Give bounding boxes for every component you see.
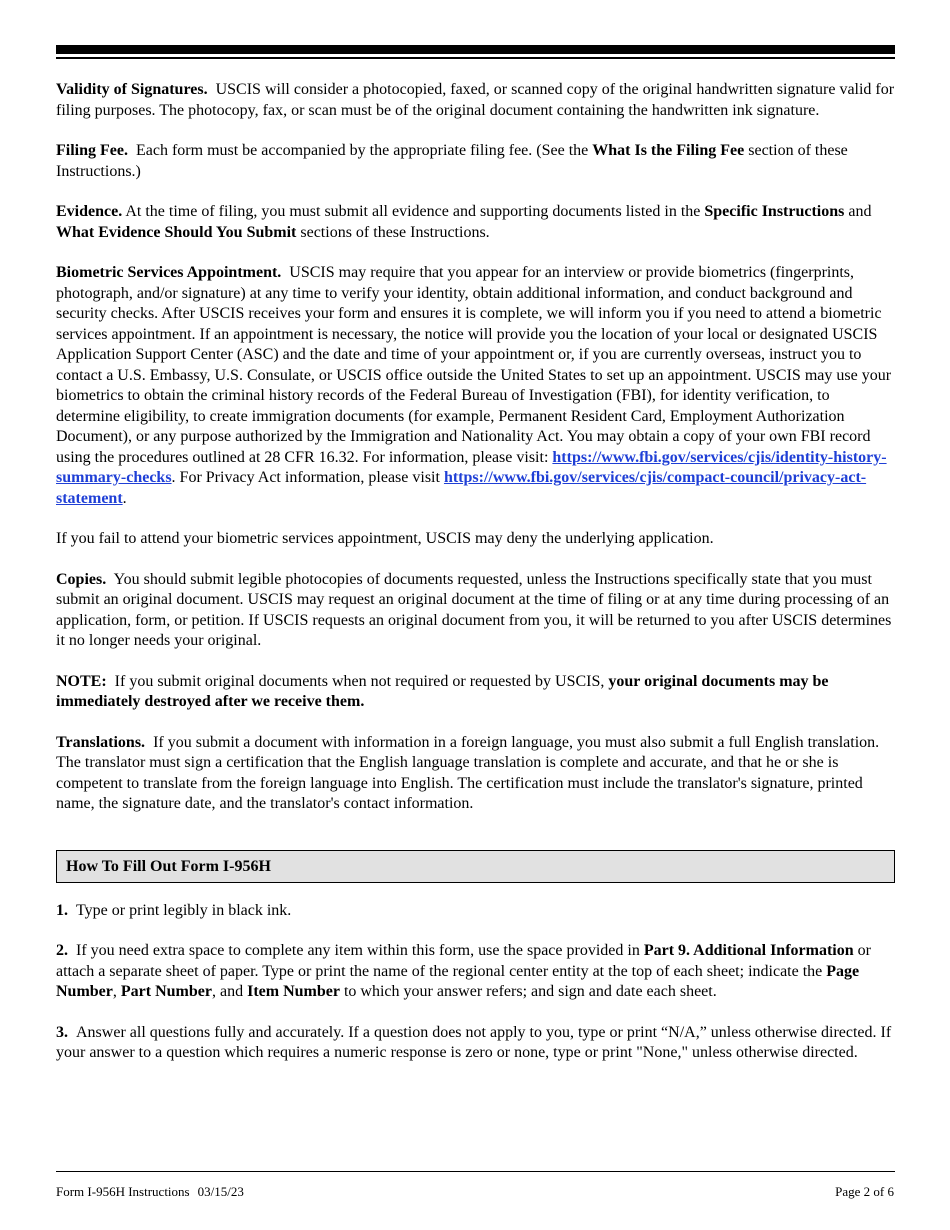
fail-text: If you fail to attend your biometric services appointment, USCIS may deny the underlying application.	[56, 530, 714, 547]
item-2-bold-2: Page Number	[56, 962, 860, 1000]
note-bold: your original documents may be immediately destroyed after we receive them.	[56, 672, 829, 710]
biometrics-text-1: USCIS may require that you appear for an interview or provide biometrics (fingerprints, photograph, and/or signature) at any time to verify your identity, obtain additional information, and conduct background and security checks. After USCIS receives your form and ensures it is complete, we will inform you if you need to attend a biometric services appointment. If an appointment is necessary, the notice will provide you the location of your local or designated USCIS Application Support Center (ASC) and the date and time of your appointment or, if you are currently overseas, instruct you to contact a U.S. Embassy, U.S. Consulate, or USCIS office outside the United States to set up an appointment. USCIS may use your biometrics to obtain the criminal history records of the Federal Bureau of Investigation (FBI), for identity verification, to determine eligibility, to create immigration documents (for example, Permanent Resident Card, Employment Authorization Document), or any purpose authorized by the Immigration and Nationality Act. You may obtain a copy of your own FBI record using the procedures outlined at 28 CFR 16.32. For information, please visit:	[56, 264, 892, 466]
copies-heading: Copies.	[56, 570, 107, 588]
item-2-text-3: ,	[112, 983, 121, 1000]
biometrics-text-3: .	[122, 489, 127, 507]
item-3-number: 3.	[56, 1023, 68, 1041]
instruction-item-2	[56, 941, 895, 1003]
item-2-bold-4: Item Number	[247, 983, 340, 1000]
item-2-text-5: to which your answer refers; and sign and date each sheet.	[339, 983, 717, 1000]
filing-fee-text-1: Each form must be accompanied by the appropriate filing fee. (See the	[135, 142, 593, 159]
footer-page-number: Page 2 of 6	[835, 1184, 894, 1199]
footer-form-date: 03/15/23	[197, 1184, 244, 1199]
document-body	[56, 80, 895, 1084]
instruction-item-3	[56, 1023, 895, 1064]
footer-form-info	[56, 1184, 244, 1200]
note-heading: NOTE:	[56, 672, 107, 690]
top-thin-rule	[56, 57, 895, 59]
biometrics-text-2: . For Privacy Act information, please visit	[171, 469, 444, 486]
how-to-fill-section-header: How To Fill Out Form I-956H	[56, 850, 895, 883]
evidence-paragraph	[56, 202, 895, 243]
filing-fee-bold: What Is the Filing Fee	[592, 142, 745, 159]
biometrics-heading: Biometric Services Appointment.	[56, 264, 282, 281]
translations-paragraph	[56, 733, 895, 815]
copies-text: You should submit legible photocopies of documents requested, unless the Instructions specifically state that you must submit an original document. USCIS may request an original document at the time of filing or at any time during processing of an application, form, or petition. If USCIS requests an original document from you, it will be returned to you after USCIS determines it no longer needs your original.	[56, 570, 892, 649]
biometrics-paragraph	[56, 263, 895, 509]
item-1-text: Type or print legibly in black ink.	[76, 901, 292, 919]
item-3-text: Answer all questions fully and accurately. If a question does not apply to you, type or print “N/A,” unless otherwise directed. If your answer to a question which requires a numeric response is zero or none, type or print "None," unless otherwise directed.	[56, 1023, 892, 1061]
item-2-bold-3: Part Number	[120, 983, 212, 1000]
item-1-number: 1.	[56, 901, 68, 919]
evidence-heading: Evidence.	[56, 203, 123, 220]
copies-paragraph	[56, 570, 895, 652]
top-thick-rule	[56, 45, 895, 54]
evidence-bold-1: Specific Instructions	[704, 203, 845, 220]
item-2-number: 2.	[56, 942, 68, 959]
fail-paragraph	[56, 529, 895, 550]
filing-fee-heading: Filing Fee.	[56, 142, 128, 159]
note-paragraph	[56, 672, 895, 713]
validity-text: USCIS will consider a photocopied, faxed, or scanned copy of the original handwritten signature valid for filing purposes. The photocopy, fax, or scan must be of the original document containing the handwritten ink signature.	[56, 81, 895, 119]
validity-paragraph	[56, 80, 895, 121]
evidence-text-2: and	[844, 203, 872, 220]
evidence-bold-2: What Evidence Should You Submit	[56, 223, 297, 241]
translations-text: If you submit a document with information in a foreign language, you must also submit a full English translation. The translator must sign a certification that the English language translation is complete and accurate, and that he or she is competent to translate from the foreign language into English. The certification must include the translator's signature, printed name, the signature date, and the translator's contact information.	[56, 733, 880, 812]
translations-heading: Translations.	[56, 733, 146, 751]
filing-fee-paragraph	[56, 141, 895, 182]
fbi-privacy-act-link[interactable]: https://www.fbi.gov/services/cjis/compact-council/privacy-act-statement	[56, 469, 867, 507]
item-2-text-2: or attach a separate sheet of paper. Type or print the name of the regional center entity at the top of each sheet; indicate the	[56, 942, 871, 980]
item-2-bold-1: Part 9. Additional Information	[643, 942, 854, 959]
note-text: If you submit original documents when not required or requested by USCIS,	[114, 672, 609, 690]
footer-form-name: Form I-956H Instructions	[56, 1184, 190, 1199]
fbi-identity-history-link[interactable]: https://www.fbi.gov/services/cjis/identity-history-summary-checks	[56, 448, 887, 486]
footer-rule	[56, 1171, 895, 1172]
evidence-text-1: At the time of filing, you must submit all evidence and supporting documents listed in the	[125, 203, 705, 220]
evidence-text-3: sections of these Instructions.	[296, 223, 490, 241]
validity-heading: Validity of Signatures.	[56, 81, 208, 98]
item-2-text-1: If you need extra space to complete any item within this form, use the space provided in	[76, 942, 644, 959]
instruction-item-1	[56, 901, 895, 922]
item-2-text-4: , and	[211, 983, 248, 1000]
filing-fee-text-2: section of these Instructions.)	[56, 142, 848, 180]
